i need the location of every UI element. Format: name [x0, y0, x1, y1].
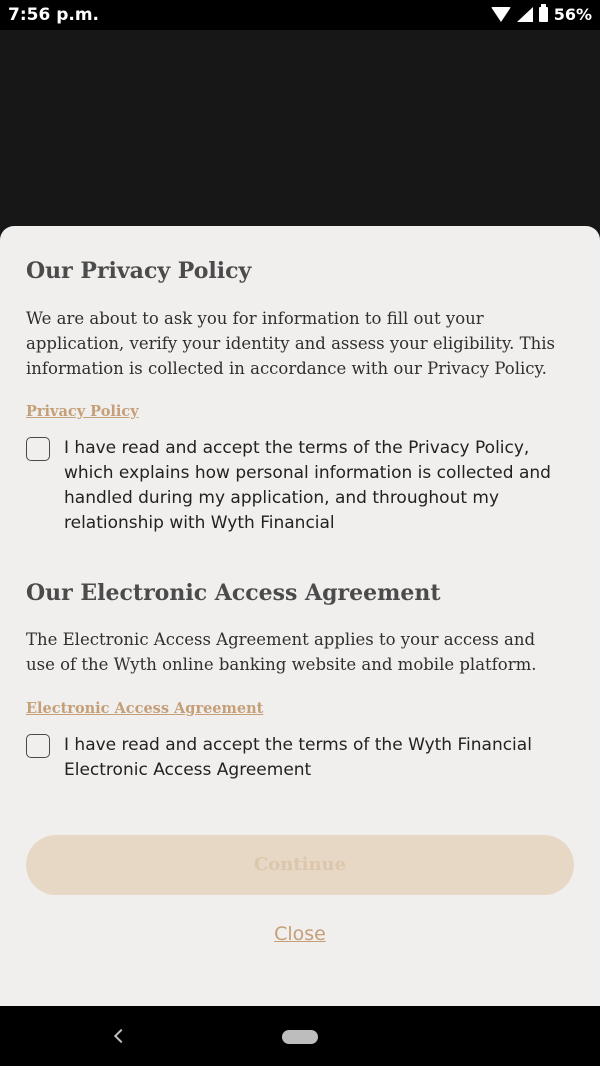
- privacy-body-line: application, verify your identity and assess your eligibility. This: [26, 334, 556, 353]
- continue-button[interactable]: Continue: [26, 835, 574, 895]
- privacy-body-line: information is collected in accordance with our Privacy Policy.: [26, 359, 547, 378]
- eaa-checkbox-label[interactable]: [64, 733, 569, 783]
- privacy-checkbox[interactable]: [26, 437, 50, 461]
- back-icon[interactable]: [114, 1029, 128, 1043]
- privacy-body-line: We are about to ask you for information to fill out your: [26, 309, 484, 328]
- privacy-checkbox-line: relationship with Wyth Financial: [64, 513, 335, 533]
- privacy-checkbox-line: which explains how personal information is collected and: [64, 463, 551, 483]
- home-icon[interactable]: [282, 1030, 318, 1044]
- consent-sheet: [0, 226, 600, 1006]
- eaa-checkbox-line: Electronic Access Agreement: [64, 760, 312, 780]
- status-bar: [0, 0, 600, 30]
- eaa-checkbox[interactable]: [26, 734, 50, 758]
- status-icons: [491, 5, 592, 24]
- battery-level: 56%: [553, 5, 592, 24]
- wifi-icon: [491, 7, 511, 22]
- battery-icon: [539, 7, 548, 22]
- privacy-checkbox-line: I have read and accept the terms of the Privacy Policy,: [64, 438, 530, 458]
- dimmed-background: [0, 30, 600, 226]
- privacy-policy-link[interactable]: Privacy Policy: [26, 403, 139, 420]
- status-time: 7:56 p.m.: [8, 5, 100, 25]
- eaa-link[interactable]: Electronic Access Agreement: [26, 700, 264, 717]
- navigation-bar: [0, 1006, 600, 1066]
- close-button[interactable]: Close: [274, 923, 326, 945]
- eaa-body: [26, 627, 581, 677]
- privacy-checkbox-line: handled during my application, and throughout my: [64, 488, 500, 508]
- eaa-body-line: use of the Wyth online banking website and mobile platform.: [26, 655, 537, 674]
- privacy-body: [26, 306, 581, 381]
- privacy-title: Our Privacy Policy: [26, 258, 252, 284]
- privacy-checkbox-label[interactable]: [64, 436, 569, 536]
- signal-icon: [517, 7, 533, 22]
- eaa-body-line: The Electronic Access Agreement applies to your access and: [26, 630, 536, 649]
- eaa-checkbox-line: I have read and accept the terms of the Wyth Financial: [64, 735, 532, 755]
- eaa-title: Our Electronic Access Agreement: [26, 580, 441, 606]
